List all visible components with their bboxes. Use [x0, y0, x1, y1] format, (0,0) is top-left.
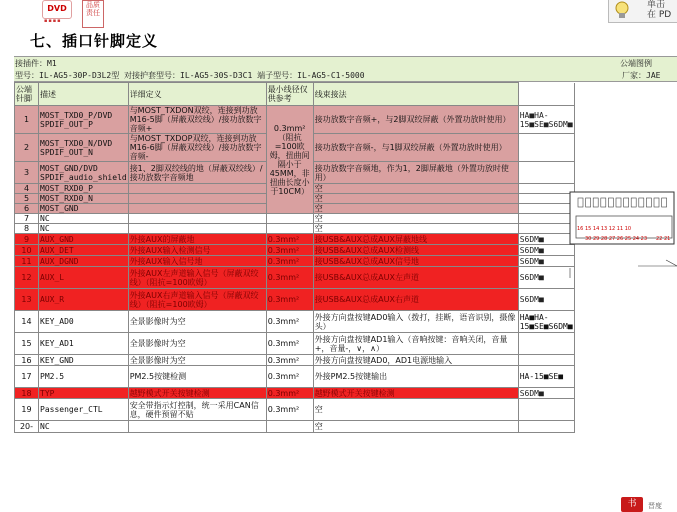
connector-cell: [518, 162, 574, 184]
detail-cell: 越野模式开关按键检测: [128, 388, 266, 399]
detail-cell: 外接AUX的屏蔽地: [128, 234, 266, 245]
model-row: [14, 69, 677, 82]
pin-cell: 1: [15, 106, 39, 134]
harness-cell: 接功放数字音频-，与1脚双绞屏蔽（外置功放时使用）: [313, 134, 518, 162]
harness-cell: 空: [313, 194, 518, 204]
pin-cell: 15: [15, 333, 39, 355]
detail-cell: PM2.5按键检测: [128, 366, 266, 388]
lightbulb-icon: [613, 1, 631, 21]
footer-badge: 书: [621, 497, 643, 512]
drawing-right-numbers: 22 21: [656, 236, 671, 242]
harness-cell: 空: [313, 421, 518, 433]
desc-cell: AUX_DET: [39, 245, 129, 256]
footer-brand: 晋度: [648, 502, 662, 510]
col-detail: 详细定义: [128, 83, 266, 106]
pin-cell: 19: [15, 399, 39, 421]
harness-cell: 接功放数字音频地，作为1，2脚屏蔽地（外置功放时使用）: [313, 162, 518, 184]
table-row: [15, 267, 575, 289]
desc-cell: KEY_AD1: [39, 333, 129, 355]
connector-cell: [518, 399, 574, 421]
wire-cell: 0.3mm²: [266, 267, 313, 289]
col-conn: [518, 83, 574, 106]
table-row: [15, 311, 575, 333]
pin-cell: 14: [15, 311, 39, 333]
wire-cell: [266, 214, 313, 224]
harness-cell: 外接方向盘按键AD1输入（音响按键：音响关闭，音量+，音量-，∨，∧）: [313, 333, 518, 355]
table-row: [15, 355, 575, 366]
connector-cell: S6DM■: [518, 267, 574, 289]
col-desc: 描述: [39, 83, 129, 106]
harness-cell: 空: [313, 214, 518, 224]
connector-cell: [518, 355, 574, 366]
wire-cell: 0.3mm²: [266, 256, 313, 267]
detail-cell: [128, 214, 266, 224]
desc-cell: AUX_DGND: [39, 256, 129, 267]
wire-cell: 0.3mm²: [266, 366, 313, 388]
connector-cell: [518, 194, 574, 204]
connector-drawing: [568, 178, 677, 282]
desc-cell: MOST_TXD0_P/DVD SPDIF_OUT_P: [39, 106, 129, 134]
desc-cell: MOST_GND/DVD SPDIF_audio_shield: [40, 163, 127, 182]
table-row: [15, 106, 575, 134]
desc-cell: AUX_R: [39, 289, 129, 311]
table-row: [15, 421, 575, 433]
detail-cell: 外接AUX输入信号地: [128, 256, 266, 267]
pin-cell: 10: [15, 245, 39, 256]
pin-cell: 16: [15, 355, 39, 366]
connector-cell: [518, 204, 574, 214]
table-row: [15, 388, 575, 399]
detail-cell: 外接AUX右声道输入信号（屏蔽双绞线）（阻抗=100欧姆）: [128, 289, 266, 311]
connector-cell: S6DM■: [518, 388, 574, 399]
page-header: [0, 0, 677, 28]
harness-cell: 外接方向盘按键AD0输入（拨打，挂断，语音识别，摄像头）: [313, 311, 518, 333]
col-pin: 公端针脚: [15, 83, 39, 106]
desc-cell: TYP: [39, 388, 129, 399]
table-row: [15, 245, 575, 256]
harness-cell: 空: [313, 204, 518, 214]
harness-cell: 接USB&AUX总成AUX屏蔽地线: [313, 234, 518, 245]
wire-cell: 0.3mm²: [266, 355, 313, 366]
detail-cell: 外接AUX输入检测信号: [128, 245, 266, 256]
wire-cell: [266, 224, 313, 234]
pin-cell: 4: [15, 184, 39, 194]
detail-cell: [128, 224, 266, 234]
desc-cell: AUX_L: [39, 267, 129, 289]
detail-cell: 外接AUX左声道输入信号（屏蔽双绞线）（阻抗=100欧姆）: [128, 267, 266, 289]
desc-cell: MOST_RXD0_N: [39, 194, 129, 204]
table-row: [15, 289, 575, 311]
wire-cell: 0.3mm²: [266, 245, 313, 256]
harness-cell: 外接PM2.5按键输出: [313, 366, 518, 388]
drawing-bottom-numbers: 30 29 28 27 26 25 24 23: [585, 236, 648, 242]
detail-cell: [128, 194, 266, 204]
pin-cell: 13: [15, 289, 39, 311]
connector-cell: [518, 214, 574, 224]
connector-cell: [518, 224, 574, 234]
harness-cell: 接USB&AUX总成AUX左声道: [313, 267, 518, 289]
connector-cell: S6DM■: [518, 289, 574, 311]
detail-cell: [128, 204, 266, 214]
col-harness: 线束接法: [313, 83, 518, 106]
connector-cell: [518, 421, 574, 433]
desc-cell: MOST_GND: [39, 204, 129, 214]
harness-cell: 越野模式开关按键检测: [313, 388, 518, 399]
detail-cell: 全景影像时为空: [128, 333, 266, 355]
pin-cell: 17: [15, 366, 39, 388]
connector-cell: [518, 333, 574, 355]
desc-cell: NC: [39, 421, 129, 433]
pin-diagram-label: 公端图例: [620, 59, 652, 68]
wire-cell: 0.3mm²: [266, 234, 313, 245]
col-wire: 最小线径仅供参考: [266, 83, 313, 106]
table-row: [15, 224, 575, 234]
desc-cell: PM2.5: [39, 366, 129, 388]
connector-cell: [518, 184, 574, 194]
pin-cell: 5: [15, 194, 39, 204]
merged-wire-note: 0.3mm²（阻抗=100欧姆，扭曲间隔小于45MM，非扭曲长度小于10CM）: [266, 106, 313, 214]
pin-cell: 20-: [15, 421, 39, 433]
pin-cell: 8: [15, 224, 39, 234]
connector-cell: S6DM■: [518, 256, 574, 267]
wire-cell: 0.3mm²: [266, 333, 313, 355]
table-row: [15, 234, 575, 245]
detail-cell: 与MOST_TXDON双绞，连接到功放M16-5脚（屏蔽双绞线）/接功放数字音频+: [128, 106, 266, 134]
desc-cell: NC: [39, 214, 129, 224]
pin-cell: 11: [15, 256, 39, 267]
maker-line: 厂家：JAE: [622, 71, 661, 80]
detail-cell: 全景影像时为空: [128, 355, 266, 366]
connector-cell: S6DM■: [518, 245, 574, 256]
pin-cell: 2: [15, 134, 39, 162]
connector-cell: HA■HA-15■SE■S6DM■: [519, 312, 573, 331]
detail-cell: 全景影像时为空: [128, 311, 266, 333]
pin-cell: 3: [15, 162, 39, 184]
desc-cell: Passenger_CTL: [39, 399, 129, 421]
table-row: [15, 366, 575, 388]
drawing-top-numbers: 16 15 14 13 12 11 10: [577, 226, 632, 232]
brand-tagline-decor: ▪▪▪▪: [44, 18, 62, 24]
wire-cell: 0.3mm²: [266, 289, 313, 311]
connector-cell: S6DM■: [518, 234, 574, 245]
detail-cell: 接1、2脚双绞线的地（屏蔽双绞线）/接功放数字音频地: [128, 162, 266, 184]
harness-cell: 外接方向盘按键AD0，AD1电源地输入: [313, 355, 518, 366]
desc-cell: MOST_RXD0_P: [39, 184, 129, 194]
hint-popup[interactable]: [608, 0, 677, 23]
detail-cell: [128, 421, 266, 433]
section-title: 七、插口针脚定义: [30, 32, 159, 50]
connector-label: 接插件：M1: [15, 59, 57, 68]
table-row: [15, 333, 575, 355]
harness-cell: 空: [313, 184, 518, 194]
wire-cell: [266, 421, 313, 433]
desc-cell: MOST_TXD0_N/DVD SPDIF_OUT_N: [39, 134, 129, 162]
wire-cell: 0.3mm²: [266, 388, 313, 399]
harness-cell: 接功放数字音频+，与2脚双绞屏蔽（外置功放时使用）: [313, 106, 518, 134]
table-row: [15, 256, 575, 267]
harness-cell: 接USB&AUX总成AUX右声道: [313, 289, 518, 311]
pin-cell: 7: [15, 214, 39, 224]
quality-seal: 品质 责任: [82, 0, 104, 28]
table-row: [15, 399, 575, 421]
desc-cell: KEY_AD0: [39, 311, 129, 333]
desc-cell: KEY_GND: [39, 355, 129, 366]
harness-cell: 接USB&AUX总成AUX信号地: [313, 256, 518, 267]
harness-cell: 接USB&AUX总成AUX检测线: [313, 245, 518, 256]
hint-text: 单击 在 PD: [647, 0, 672, 20]
pin-cell: 9: [15, 234, 39, 245]
connector-row: [14, 56, 677, 70]
desc-cell: NC: [39, 224, 129, 234]
connector-cell: [518, 134, 574, 162]
pin-cell: 18: [15, 388, 39, 399]
detail-cell: [128, 184, 266, 194]
brand-logo: DVD: [42, 0, 72, 19]
harness-cell: 空: [313, 399, 518, 421]
connector-cell: HA-15■SE■: [518, 366, 574, 388]
table-row: [15, 214, 575, 224]
pin-cell: 12: [15, 267, 39, 289]
pin-definition-table: [14, 82, 575, 433]
detail-cell: 安全带指示灯控制，统一采用CAN信息，硬件预留不贴: [128, 399, 266, 421]
model-line: 型号：IL-AG5-30P-D3L2型 对接护套型号：IL-AG5-30S-D3C1 端子型号：IL-AG5-C1-5000: [15, 71, 365, 80]
wire-cell: 0.3mm²: [266, 399, 313, 421]
table-header-row: [15, 83, 575, 106]
desc-cell: AUX_GND: [39, 234, 129, 245]
connector-cell: HA■HA-15■SE■S6DM■: [518, 106, 574, 134]
harness-cell: 空: [313, 224, 518, 234]
wire-cell: 0.3mm²: [266, 311, 313, 333]
pin-cell: 6: [15, 204, 39, 214]
detail-cell: 与MOST_TXDOP双绞，连接到功放M16-6脚（屏蔽双绞线）/接功放数字音频-: [128, 134, 266, 162]
